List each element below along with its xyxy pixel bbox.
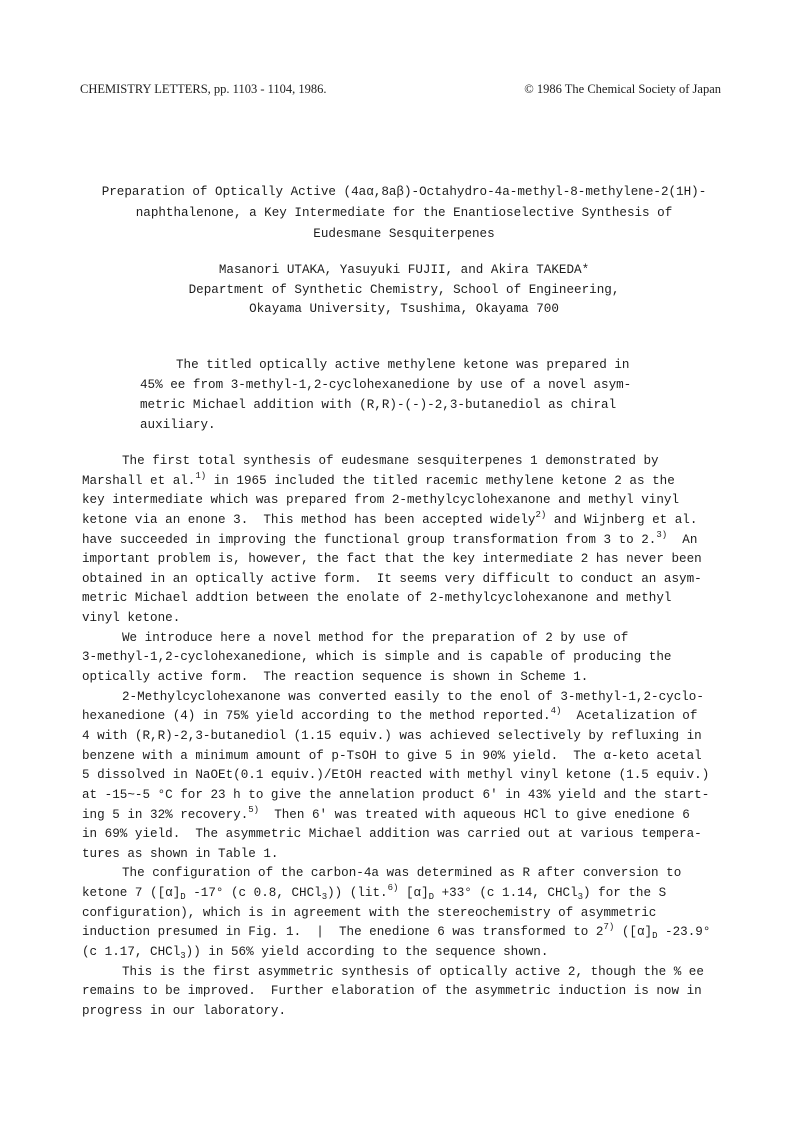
- abstract-line: 45% ee from 3-methyl-1,2-cyclohexanedione by use of a novel asym-: [140, 378, 632, 393]
- body-line: metric Michael addtion between the enolate of 2-methylcyclohexanone and methyl: [82, 591, 672, 606]
- body-line: important problem is, however, the fact that the key intermediate 2 has never been: [82, 552, 702, 567]
- body-line: benzene with a minimum amount of p-TsOH to give 5 in 90% yield. The α-keto acetal: [82, 748, 702, 763]
- body-line: key intermediate which was prepared from 2-methylcyclohexanone and methyl vinyl: [82, 493, 680, 508]
- abstract-line: auxiliary.: [140, 418, 216, 433]
- body-line: have succeeded in improving the functional group transformation from 3 to 2.$^{3)}$ An: [82, 529, 698, 547]
- reference-marker: 2): [535, 509, 547, 520]
- title-line: Eudesmane Sesquiterpenes: [313, 227, 495, 241]
- affiliation-line: Department of Synthetic Chemistry, School of Engineering,: [188, 282, 620, 297]
- body-line: vinyl ketone.: [82, 611, 181, 626]
- article-title: [74, 182, 734, 245]
- body-line: optically active form. The reaction sequence is shown in Scheme 1.: [82, 670, 589, 685]
- body-line: ketone via an enone 3. This method has been accepted widely$^{2)}$ and Wijnberg et al.: [82, 509, 698, 527]
- body-line: at -15~-5 °C for 23 h to give the annelation product 6' in 43% yield and the start-: [82, 787, 710, 802]
- reference-marker: 4): [550, 706, 562, 717]
- reference-marker: 3): [656, 529, 668, 540]
- body-line: 5 dissolved in NaOEt(0.1 equiv.)/EtOH reacted with methyl vinyl ketone (1.5 equiv.): [82, 768, 710, 783]
- body-line: remains to be improved. Further elaboration of the asymmetric induction is now in: [82, 984, 702, 999]
- reference-marker: 7): [603, 922, 615, 933]
- body-line: 4 with (R,R)-2,3-butanediol (1.15 equiv.) was achieved selectively by refluxing in: [82, 728, 702, 743]
- author-block: [74, 261, 734, 320]
- body-line: in 69% yield. The asymmetric Michael addition was carried out at various tempera-: [82, 827, 702, 842]
- body-line: hexanedione (4) in 75% yield according to the method reported.$^{4)}$ Acetalization of: [82, 706, 698, 724]
- reference-marker: 5): [248, 804, 260, 815]
- body-line: ing 5 in 32% recovery.$^{5)}$ Then 6' was treated with aqueous HCl to give enedione 6: [82, 804, 690, 822]
- abstract: [140, 355, 660, 435]
- body-line: This is the first asymmetric synthesis of optically active 2, though the % ee: [122, 964, 704, 979]
- body-line: ketone 7 ($[\alpha]_D$ -17° (c 0.8, CHCl$_3$)) (lit.$^{6)}$ $[\alpha]_D +33^\circ$ (c 1.14, CHCl$_3$) for the S: [82, 883, 667, 903]
- body-line: 2-Methylcyclohexanone was converted easily to the enol of 3-methyl-1,2-cyclo-: [122, 689, 704, 704]
- body-line: tures as shown in Table 1.: [82, 846, 279, 861]
- title-line: Preparation of Optically Active (4aα,8aβ)-Octahydro-4a-methyl-8-methylene-2(1H)-: [101, 185, 707, 199]
- body-line: 3-methyl-1,2-cyclohexanedione, which is simple and is capable of producing the: [82, 650, 672, 665]
- body-line: Marshall et al.$^{1)}$ in 1965 included the titled racemic methylene ketone 2 as the: [82, 470, 675, 488]
- body-line: The first total synthesis of eudesmane sesquiterpenes 1 demonstrated by: [122, 454, 659, 468]
- abstract-line: metric Michael addition with (R,R)-(-)-2,3-butanediol as chiral: [140, 398, 617, 413]
- running-header: [80, 82, 721, 100]
- reference-marker: 6): [387, 883, 399, 894]
- article-body: [82, 452, 717, 1022]
- reference-marker: 1): [195, 470, 207, 481]
- body-line: obtained in an optically active form. It seems very difficult to conduct an asym-: [82, 571, 702, 586]
- journal-citation: CHEMISTRY LETTERS, pp. 1103 - 1104, 1986.: [80, 82, 327, 96]
- title-line: naphthalenone, a Key Intermediate for the Enantioselective Synthesis of: [135, 206, 673, 220]
- body-line: The configuration of the carbon-4a was determined as R after conversion to: [122, 866, 682, 881]
- affiliation-line: Okayama University, Tsushima, Okayama 700: [249, 302, 559, 316]
- author-names: Masanori UTAKA, Yasuyuki FUJII, and Akira TAKEDA*: [218, 263, 590, 277]
- abstract-line: The titled optically active methylene ketone was prepared in: [176, 358, 630, 372]
- copyright-notice: © 1986 The Chemical Society of Japan: [524, 82, 721, 96]
- body-line: progress in our laboratory.: [82, 1003, 287, 1018]
- body-line: configuration), which is in agreement with the stereochemistry of asymmetric: [82, 905, 657, 920]
- body-line: (c 1.17, CHCl$_3$)) in 56% yield according to the sequence shown.: [82, 945, 549, 962]
- body-line: We introduce here a novel method for the preparation of 2 by use of: [122, 630, 629, 645]
- body-line: induction presumed in Fig. 1. | The enedione 6 was transformed to 2$^{7)}$ ($[\alpha]_D$ -23.9°: [82, 922, 711, 942]
